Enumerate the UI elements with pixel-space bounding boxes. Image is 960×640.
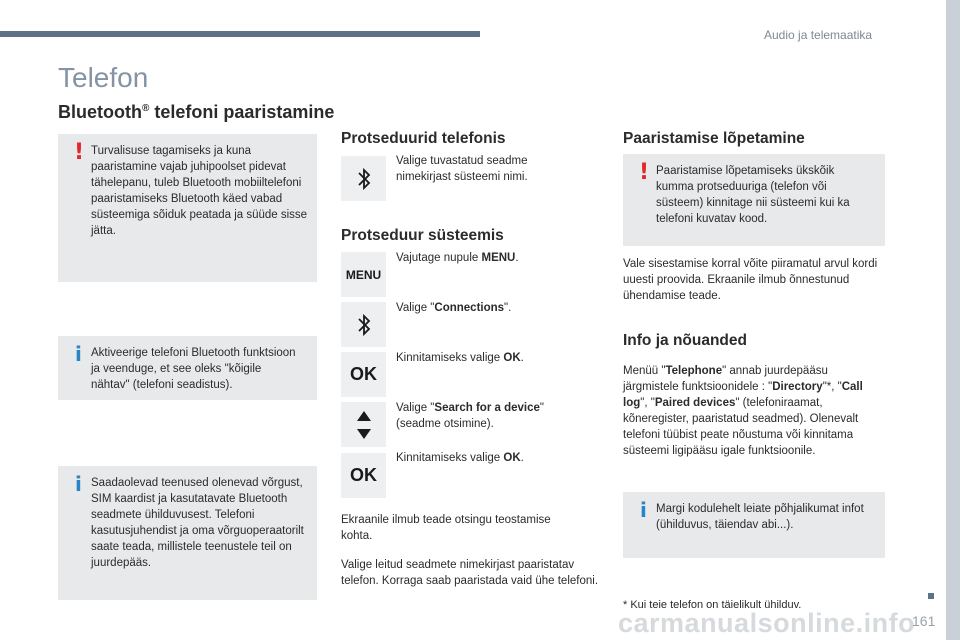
bluetooth-icon (357, 167, 371, 191)
bluetooth-button (341, 302, 386, 347)
up-down-arrows-icon (355, 409, 373, 441)
step-text: Valige " (396, 302, 435, 314)
subtitle-rest: telefoni paaristamine (149, 102, 335, 122)
step-text: Kinnitamiseks valige (396, 452, 504, 464)
info-note-website (623, 492, 885, 558)
bluetooth-button (341, 156, 386, 201)
heading-info-tips: Info ja nõuanded (623, 332, 747, 349)
step-search-text (396, 400, 576, 432)
step-text: Valige " (396, 402, 435, 414)
step-text: . (520, 352, 524, 364)
info-text: " annab juurdepääsu järgmistele funktsioonidele : " (623, 365, 828, 393)
info-text: ", " (640, 397, 655, 409)
page-subtitle (58, 102, 334, 123)
step-text: . (520, 452, 524, 464)
info-text: "*, " (822, 381, 842, 393)
menu-button (341, 252, 386, 297)
info-bar-icon: i (640, 498, 647, 522)
warning-note (58, 134, 317, 282)
page-end-marker (928, 593, 934, 599)
info-note-text: Margi kodulehelt leiate põhjalikumat infot (ühilduvus, täiendav abi...). (656, 503, 864, 531)
step-bold: OK (503, 352, 521, 364)
search-message-text: Ekraanile ilmub teade otsingu teostamise kohta. (341, 514, 551, 542)
info-bold: Call log (623, 381, 863, 409)
ok-button (341, 352, 386, 397)
page-title: Telefon (58, 62, 149, 93)
step-bold: MENU (481, 252, 516, 264)
footnote: * Kui teie telefon on täielikult ühilduv. (623, 599, 802, 611)
warning-note-text: Paaristamise lõpetamiseks ükskõik kumma protseduuriga (telefon või süsteem) kinnitage nii süsteemi kui ka telefoni kuvatav kood. (656, 165, 850, 225)
page-side-strip (946, 0, 960, 640)
step-text: Kinnitamiseks valige (396, 352, 504, 364)
step-bold: Search for a device (434, 402, 540, 414)
heading-phone-procedure: Protseduurid telefonis (341, 130, 506, 147)
section-label: Audio ja telemaatika (764, 28, 873, 42)
step-ok-text (396, 350, 524, 366)
subtitle-main: Bluetooth (58, 102, 142, 122)
arrows-button (341, 402, 386, 447)
info-tips-text (623, 363, 885, 459)
step-text: Vajutage nupule (396, 252, 482, 264)
step-bold: Connections (434, 302, 505, 314)
info-note-text: Aktiveerige telefoni Bluetooth funktsioon ja veenduge, et see oleks "kõigile nähtav" (telefoni seadistus). (91, 347, 296, 391)
step-text: ". (504, 302, 512, 314)
info-note-text: Saadaolevad teenused olenevad võrgust, SIM kaardist ja kasutatavate Bluetooth seadmete ühilduvusest. Telefoni kasutusjuhendist ja oma võrguoperaatorilt saate teada, millistele teenustele teil on juurdepääs. (91, 477, 304, 569)
select-device-text: Valige leitud seadmete nimekirjast paaristatav telefon. Korraga saab paaristada vaid ühe telefoni. (341, 559, 599, 587)
step-menu-text (396, 250, 519, 266)
info-text: Menüü " (623, 365, 666, 377)
step-text: " (seadme otsimine). (396, 402, 544, 430)
page-number: 161 (912, 613, 936, 629)
step-connections-text (396, 300, 511, 316)
info-note-visibility (58, 336, 317, 400)
heading-system-procedure: Protseduur süsteemis (341, 227, 504, 244)
header-accent-bar (0, 31, 480, 37)
warning-note-text: Turvalisuse tagamiseks ja kuna paaristamine vajab juhipoolset pidevat tähelepanu, tuleb Bluetooth mobiiltelefoni paaristamiseks Bluetooth käed vabad süsteemiga sõiduk peatada ja süüde sisse jätta. (91, 145, 308, 237)
heading-end-pairing: Paaristamise lõpetamine (623, 130, 805, 147)
info-text: " (telefoniraamat, kõneregister, paaristatud seadmed). Olenevalt telefoni tüübist peate nõustuma või kinnitama süsteemi ligipääsu igale funktsioonile. (623, 397, 859, 457)
ok-button (341, 453, 386, 498)
watermark: carmanualsonline.info (618, 608, 916, 638)
end-pairing-text: Vale sisestamise korral võite piiramatul arvul kordi uuesti proovida. Ekraanile ilmub õnnestunud ühendamise teade. (623, 258, 878, 302)
step-phone-text: Valige tuvastatud seadme nimekirjast süsteemi nimi. (396, 155, 528, 183)
ok-label: OK (350, 465, 377, 485)
step-bold: OK (503, 452, 521, 464)
subtitle-sup: ® (141, 103, 150, 114)
bluetooth-icon (357, 313, 371, 337)
info-bold: Paired devices (654, 397, 736, 409)
info-bold: Directory (772, 381, 823, 393)
step-ok-text (396, 450, 524, 466)
step-text: . (515, 252, 519, 264)
menu-label: MENU (345, 267, 382, 282)
ok-label: OK (350, 364, 377, 384)
exclamation-icon: ! (639, 160, 650, 185)
info-bar-icon: i (75, 472, 82, 496)
info-bar-icon: i (75, 342, 82, 366)
info-note-services (58, 466, 317, 600)
exclamation-icon: ! (74, 140, 85, 165)
info-bold: Telephone (665, 365, 723, 377)
warning-note (623, 154, 885, 246)
